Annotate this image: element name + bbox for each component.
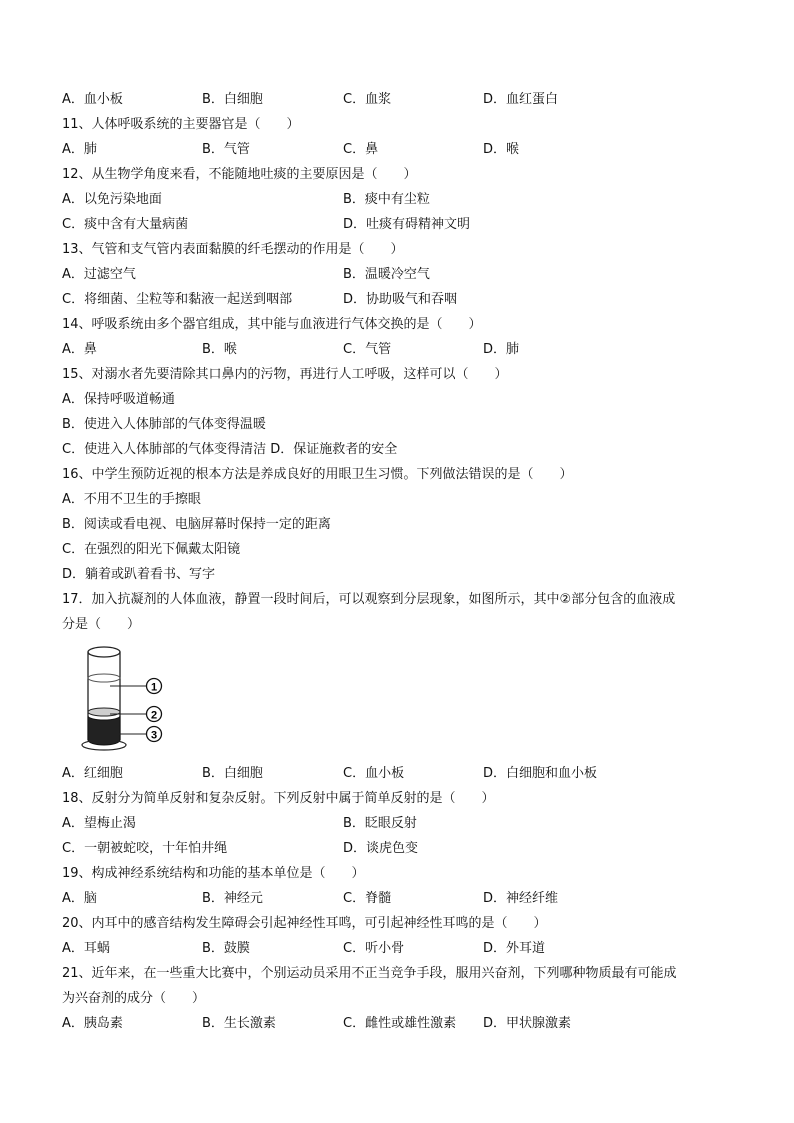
test-tube-diagram [80, 644, 190, 756]
q12-option-d: D．吐痰有碍精神文明 [343, 217, 471, 232]
q17-option-d: D．白细胞和血小板 [483, 766, 598, 781]
blood-test-tube-figure [80, 644, 190, 756]
q20-stem: 20、内耳中的感音结构发生障碍会引起神经性耳鸣，可引起神经性耳鸣的是（ ） [62, 916, 547, 931]
label-2: 2 [150, 709, 158, 722]
q15-stem: 15、对溺水者先要清除其口鼻内的污物，再进行人工呼吸，这样可以（ ） [62, 367, 508, 382]
q10-option-c: C．血浆 [343, 92, 392, 107]
q14-stem: 14、呼吸系统由多个器官组成，其中能与血液进行气体交换的是（ ） [62, 317, 482, 332]
q19-option-d: D．神经纤维 [483, 891, 559, 906]
q18-stem: 18、反射分为简单反射和复杂反射。下列反射中属于简单反射的是（ ） [62, 791, 495, 806]
q10-option-a: A．血小板 [62, 92, 123, 107]
q11-option-b: B．气管 [202, 142, 250, 157]
q19-stem: 19、构成神经系统结构和功能的基本单位是（ ） [62, 866, 365, 881]
q21-option-c: C．雌性或雄性激素 [343, 1016, 457, 1031]
q12-stem: 12、从生物学角度来看，不能随地吐痰的主要原因是（ ） [62, 167, 417, 182]
q15-option-cd: C．使进入人体肺部的气体变得清洁 D．保证施救者的安全 [62, 442, 398, 457]
label-3: 3 [150, 729, 158, 742]
q17-option-b: B．白细胞 [202, 766, 263, 781]
q17-stem-line2: 分是（ ） [62, 617, 141, 632]
q17-option-c: C．血小板 [343, 766, 405, 781]
q16-option-d: D．躺着或趴着看书、写字 [62, 567, 216, 582]
q14-option-a: A．鼻 [62, 342, 97, 357]
q11-option-d: D．喉 [483, 142, 520, 157]
q13-stem: 13、气管和支气管内表面黏膜的纤毛摆动的作用是（ ） [62, 242, 404, 257]
q13-option-a: A．过滤空气 [62, 267, 136, 282]
q19-option-a: A．脑 [62, 891, 97, 906]
q14-option-c: C．气管 [343, 342, 392, 357]
q21-option-d: D．甲状腺激素 [483, 1016, 572, 1031]
q16-stem: 16、中学生预防近视的根本方法是养成良好的用眼卫生习惯。下列做法错误的是（ ） [62, 467, 573, 482]
q16-option-b: B．阅读或看电视、电脑屏幕时保持一定的距离 [62, 517, 331, 532]
q12-option-c: C．痰中含有大量病菌 [62, 217, 189, 232]
q11-stem: 11、人体呼吸系统的主要器官是（ ） [62, 117, 300, 132]
q18-option-c: C．一朝被蛇咬，十年怕井绳 [62, 841, 228, 856]
q12-option-a: A．以免污染地面 [62, 192, 162, 207]
label-1: 1 [150, 681, 158, 694]
q16-option-c: C．在强烈的阳光下佩戴太阳镜 [62, 542, 241, 557]
q10-option-d: D．血红蛋白 [483, 92, 559, 107]
q18-option-a: A．望梅止渴 [62, 816, 136, 831]
q14-option-d: D．肺 [483, 342, 520, 357]
q19-option-c: C．脊髓 [343, 891, 392, 906]
q20-option-c: C．听小骨 [343, 941, 405, 956]
q10-option-b: B．白细胞 [202, 92, 263, 107]
q21-stem-line1: 21、近年来，在一些重大比赛中，个别运动员采用不正当竞争手段，服用兴奋剂，下列哪种物质最有可能成 [62, 966, 677, 981]
q14-option-b: B．喉 [202, 342, 237, 357]
q20-option-a: A．耳蜗 [62, 941, 110, 956]
q16-option-a: A．不用不卫生的手擦眼 [62, 492, 201, 507]
q21-option-b: B．生长激素 [202, 1016, 276, 1031]
q13-option-b: B．温暖冷空气 [343, 267, 430, 282]
q11-option-c: C．鼻 [343, 142, 379, 157]
q20-option-b: B．鼓膜 [202, 941, 250, 956]
q21-option-a: A．胰岛素 [62, 1016, 123, 1031]
q18-option-d: D．谈虎色变 [343, 841, 419, 856]
q19-option-b: B．神经元 [202, 891, 263, 906]
q20-option-d: D．外耳道 [483, 941, 546, 956]
q17-stem-line1: 17．加入抗凝剂的人体血液，静置一段时间后，可以观察到分层现象，如图所示，其中②部分包含的血液成 [62, 592, 676, 607]
q13-option-c: C．将细菌、尘粒等和黏液一起送到咽部 [62, 292, 293, 307]
q15-option-a: A．保持呼吸道畅通 [62, 392, 175, 407]
q15-option-b: B．使进入人体肺部的气体变得温暖 [62, 417, 266, 432]
q11-option-a: A．肺 [62, 142, 97, 157]
q17-option-a: A．红细胞 [62, 766, 123, 781]
q18-option-b: B．眨眼反射 [343, 816, 417, 831]
q12-option-b: B．痰中有尘粒 [343, 192, 430, 207]
q21-stem-line2: 为兴奋剂的成分（ ） [62, 991, 206, 1006]
q13-option-d: D．协助吸气和吞咽 [343, 292, 458, 307]
